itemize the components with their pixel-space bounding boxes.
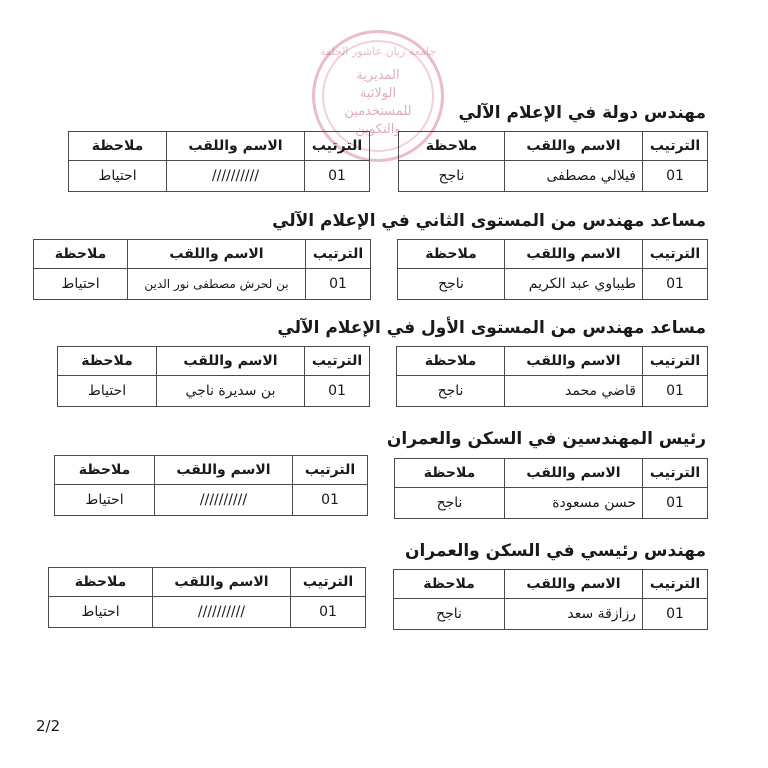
name-cell: ////////// bbox=[153, 597, 291, 628]
rank-cell: 01 bbox=[643, 376, 708, 407]
note-cell: احتياط bbox=[55, 485, 155, 516]
primary-results-table bbox=[398, 131, 708, 192]
name-cell: ////////// bbox=[167, 161, 305, 192]
table-row bbox=[397, 376, 708, 407]
table-header-row bbox=[49, 568, 366, 597]
primary-results-table bbox=[394, 458, 708, 519]
note-cell: ناجح bbox=[394, 599, 505, 630]
table-header-row bbox=[55, 456, 368, 485]
table-row bbox=[34, 269, 371, 300]
table-row bbox=[399, 161, 708, 192]
table-header-row bbox=[397, 347, 708, 376]
rank-header: الترتيب bbox=[291, 568, 366, 597]
stamp-line: المديرية bbox=[356, 68, 400, 83]
table-row bbox=[398, 269, 708, 300]
note-cell: ناجح bbox=[398, 269, 505, 300]
table-row bbox=[58, 376, 370, 407]
name-header: الاسم واللقب bbox=[505, 570, 643, 599]
table-row bbox=[69, 161, 370, 192]
name-header: الاسم واللقب bbox=[505, 459, 643, 488]
table-row bbox=[49, 597, 366, 628]
table-row bbox=[55, 485, 368, 516]
reserve-results-table bbox=[33, 239, 371, 300]
note-header: ملاحظة bbox=[398, 240, 505, 269]
section-title: مساعد مهندس من المستوى الأول في الإعلام الآلي bbox=[277, 318, 706, 338]
table-header-row bbox=[394, 570, 708, 599]
table-header-row bbox=[34, 240, 371, 269]
rank-cell: 01 bbox=[293, 485, 368, 516]
section-title: مهندس دولة في الإعلام الآلي bbox=[458, 103, 706, 123]
table-row bbox=[395, 488, 708, 519]
name-header: الاسم واللقب bbox=[155, 456, 293, 485]
table-header-row bbox=[395, 459, 708, 488]
name-header: الاسم واللقب bbox=[167, 132, 305, 161]
name-header: الاسم واللقب bbox=[505, 132, 643, 161]
section-title: مهندس رئيسي في السكن والعمران bbox=[405, 541, 706, 561]
table-header-row bbox=[69, 132, 370, 161]
name-header: الاسم واللقب bbox=[153, 568, 291, 597]
name-header: الاسم واللقب bbox=[505, 347, 643, 376]
rank-header: الترتيب bbox=[305, 347, 370, 376]
name-cell: فيلالي مصطفى bbox=[505, 161, 643, 192]
name-cell: بن لحرش مصطفى نور الدين bbox=[128, 269, 306, 300]
rank-header: الترتيب bbox=[643, 347, 708, 376]
reserve-results-table bbox=[68, 131, 370, 192]
note-header: ملاحظة bbox=[395, 459, 505, 488]
name-cell: طيباوي عبد الكريم bbox=[505, 269, 643, 300]
rank-cell: 01 bbox=[305, 161, 370, 192]
rank-cell: 01 bbox=[643, 269, 708, 300]
name-cell: ////////// bbox=[155, 485, 293, 516]
table-header-row bbox=[399, 132, 708, 161]
note-header: ملاحظة bbox=[69, 132, 167, 161]
rank-cell: 01 bbox=[643, 599, 708, 630]
rank-header: الترتيب bbox=[305, 132, 370, 161]
name-cell: رزازقة سعد bbox=[505, 599, 643, 630]
table-header-row bbox=[58, 347, 370, 376]
rank-header: الترتيب bbox=[293, 456, 368, 485]
stamp-line: للمستخدمين bbox=[344, 104, 412, 119]
name-cell: حسن مسعودة bbox=[505, 488, 643, 519]
reserve-results-table bbox=[48, 567, 366, 628]
section-title: مساعد مهندس من المستوى الثاني في الإعلام الآلي bbox=[272, 211, 706, 231]
stamp-line: الولائية bbox=[359, 86, 397, 101]
note-header: ملاحظة bbox=[399, 132, 505, 161]
primary-results-table bbox=[393, 569, 708, 630]
note-header: ملاحظة bbox=[394, 570, 505, 599]
note-cell: احتياط bbox=[58, 376, 157, 407]
table-row bbox=[394, 599, 708, 630]
rank-header: الترتيب bbox=[643, 459, 708, 488]
page-number: 2/2 bbox=[36, 717, 61, 735]
note-cell: احتياط bbox=[49, 597, 153, 628]
name-header: الاسم واللقب bbox=[505, 240, 643, 269]
note-header: ملاحظة bbox=[34, 240, 128, 269]
primary-results-table bbox=[396, 346, 708, 407]
reserve-results-table bbox=[54, 455, 368, 516]
rank-header: الترتيب bbox=[306, 240, 371, 269]
name-cell: بن سديرة ناجي bbox=[157, 376, 305, 407]
note-header: ملاحظة bbox=[58, 347, 157, 376]
note-cell: احتياط bbox=[69, 161, 167, 192]
primary-results-table bbox=[397, 239, 708, 300]
table-header-row bbox=[398, 240, 708, 269]
note-cell: ناجح bbox=[399, 161, 505, 192]
rank-header: الترتيب bbox=[643, 132, 708, 161]
name-header: الاسم واللقب bbox=[128, 240, 306, 269]
note-cell: ناجح bbox=[397, 376, 505, 407]
rank-cell: 01 bbox=[306, 269, 371, 300]
note-header: ملاحظة bbox=[49, 568, 153, 597]
note-cell: ناجح bbox=[395, 488, 505, 519]
rank-cell: 01 bbox=[291, 597, 366, 628]
name-header: الاسم واللقب bbox=[157, 347, 305, 376]
rank-cell: 01 bbox=[643, 161, 708, 192]
rank-cell: 01 bbox=[305, 376, 370, 407]
name-cell: قاضي محمد bbox=[505, 376, 643, 407]
reserve-results-table bbox=[57, 346, 370, 407]
stamp-line: والتكوين bbox=[355, 122, 401, 137]
note-cell: احتياط bbox=[34, 269, 128, 300]
rank-header: الترتيب bbox=[643, 570, 708, 599]
note-header: ملاحظة bbox=[55, 456, 155, 485]
section-title: رئيس المهندسين في السكن والعمران bbox=[386, 429, 706, 449]
rank-cell: 01 bbox=[643, 488, 708, 519]
stamp-ring-text: جامعة زيان عاشور الجلفة bbox=[319, 45, 437, 58]
rank-header: الترتيب bbox=[643, 240, 708, 269]
note-header: ملاحظة bbox=[397, 347, 505, 376]
